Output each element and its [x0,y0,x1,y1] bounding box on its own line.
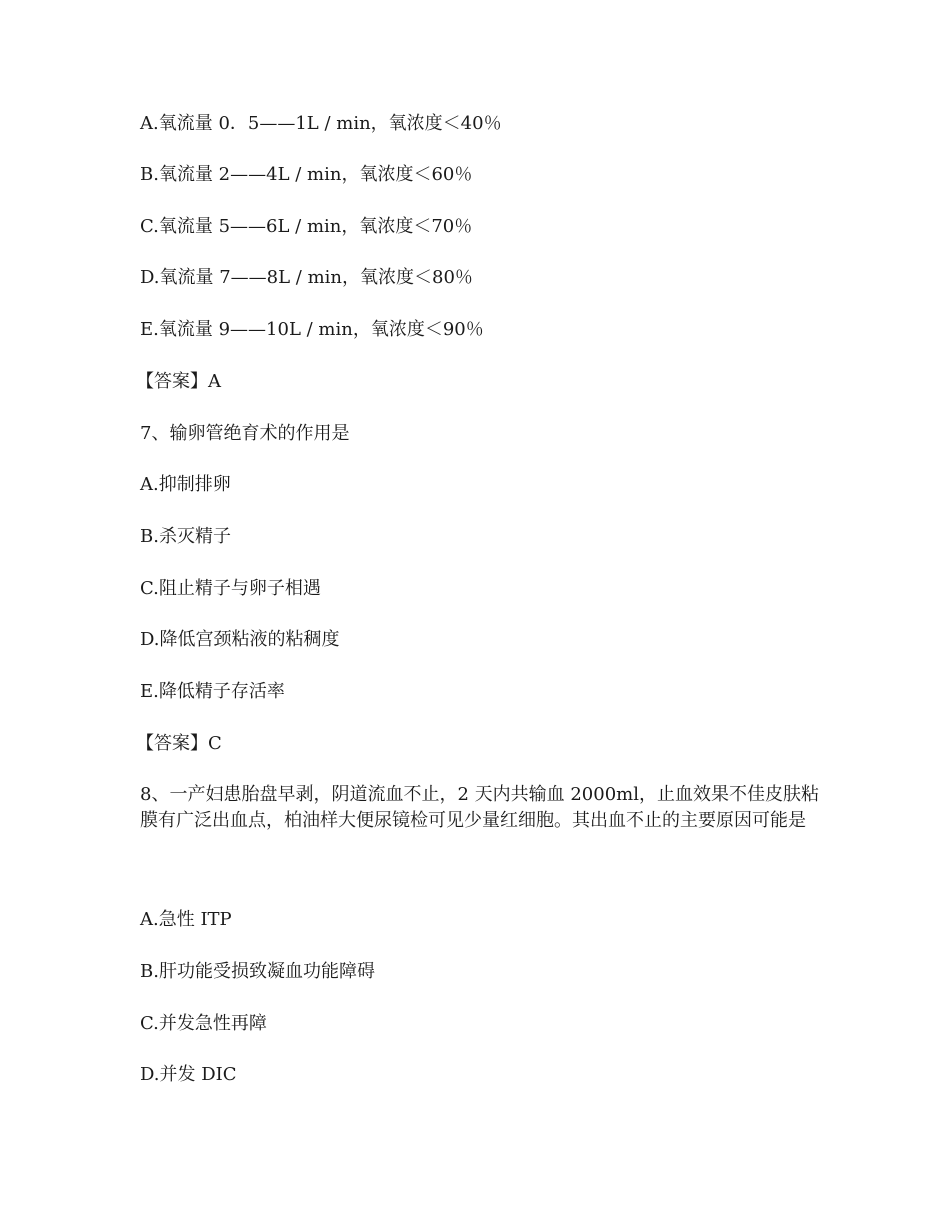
q8-option-c: C.并发急性再障 [140,1013,267,1034]
q8-option-a: A.急性 ITP [140,909,232,930]
q6-option-a: A.氧流量 0．5——1L / min，氧浓度＜40％ [140,113,502,134]
q7-option-c: C.阻止精子与卵子相遇 [140,578,321,599]
q8-option-d: D.并发 DIC [140,1064,237,1085]
q7-option-d: D.降低宫颈粘液的粘稠度 [140,629,340,650]
q7-option-e: E.降低精子存活率 [140,681,285,702]
q6-answer: 【答案】A [136,371,221,392]
q7-question: 7、输卵管绝育术的作用是 [140,423,350,444]
q6-option-b: B.氧流量 2——4L / min，氧浓度＜60％ [140,164,473,185]
q6-option-c: C.氧流量 5——6L / min，氧浓度＜70％ [140,216,473,237]
q8-option-b: B.肝功能受损致凝血功能障碍 [140,961,375,982]
q6-option-d: D.氧流量 7——8L / min，氧浓度＜80％ [140,267,473,288]
q7-answer: 【答案】C [136,733,222,754]
q7-option-a: A.抑制排卵 [140,474,231,495]
q6-option-e: E.氧流量 9——10L / min，氧浓度＜90％ [140,319,484,340]
q8-question: 8、一产妇患胎盘早剥，阴道流血不止，2 天内共输血 2000ml，止血效果不佳皮肤粘膜有广泛出血点，柏油样大便尿镜检可见少量红细胞。其出血不止的主要原因可能是 [140,784,819,831]
q7-option-b: B.杀灭精子 [140,526,231,547]
